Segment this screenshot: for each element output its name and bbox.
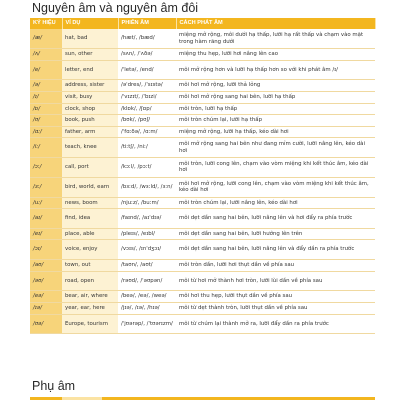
header-symbol: KÝ HIỆU: [30, 18, 62, 29]
table-row: [30, 314, 375, 334]
table-row: [30, 60, 375, 80]
table-row: [30, 240, 375, 260]
transcription-cell: /ˈfɑːðə/, /ɑːm/: [118, 126, 176, 138]
symbol-cell: /eɪ/: [30, 228, 62, 240]
transcription-cell: /rəʊd/, /ˈəʊpən/: [118, 271, 176, 291]
description-cell: môi tròn chúm lại, lưỡi hạ thấp: [176, 115, 375, 127]
table-row: [30, 158, 375, 178]
description-cell: môi tròn chúm lại, lưỡi nâng lên, kéo dài hơi: [176, 197, 375, 209]
example-cell: teach, knee: [62, 138, 118, 158]
table-row: [30, 80, 375, 92]
transcription-cell: /ˈjʊərəp/, /ˈtʊərɪzm/: [118, 314, 176, 334]
table-row: [30, 49, 375, 61]
description-cell: miệng mở rộng, môi dưới hạ thấp, lưỡi hạ rất thấp và chạm vào mặt trong hàm răng dưới: [176, 29, 375, 49]
description-cell: môi tròn, lưỡi hạ thấp: [176, 103, 375, 115]
transcription-cell: /bɜːd/, /wɜːld/, /ɜːn/: [118, 177, 176, 197]
table-row: [30, 177, 375, 197]
symbol-cell: /ɑː/: [30, 126, 62, 138]
transcription-cell: /hæt/, /bæd/: [118, 29, 176, 49]
symbol-cell: /ʊə/: [30, 314, 62, 334]
section2-title: Phụ âm: [32, 379, 76, 393]
symbol-cell: /ʌ/: [30, 49, 62, 61]
example-cell: father, arm: [62, 126, 118, 138]
table-row: [30, 209, 375, 229]
symbol-cell: /ɔɪ/: [30, 240, 62, 260]
description-cell: môi mở rộng hơn và lưỡi hạ thấp hơn so với khi phát âm /ɪ/: [176, 60, 375, 80]
description-cell: môi từ chúm lại thành mở ra, lưỡi đẩy dần ra phía trước: [176, 314, 375, 334]
vowel-table: [30, 18, 376, 334]
symbol-cell: /iː/: [30, 138, 62, 158]
symbol-cell: /ɒ/: [30, 103, 62, 115]
transcription-cell: /kɔːl/, /pɔːt/: [118, 158, 176, 178]
transcription-cell: /vɔɪs/, /ɪnˈdʒɔɪ/: [118, 240, 176, 260]
symbol-cell: /e/: [30, 60, 62, 80]
example-cell: Europe, tourism: [62, 314, 118, 334]
description-cell: môi từ hơi mở thành hơi tròn, lưỡi lùi dần về phía sau: [176, 271, 375, 291]
transcription-cell: /taʊn/, /aʊt/: [118, 260, 176, 272]
description-cell: môi hơi mở rộng sang hai bên, lưỡi hạ thấp: [176, 92, 375, 104]
description-cell: môi dẹt dần sang hai bên, lưỡi nâng lên và hơi đẩy ra phía trước: [176, 209, 375, 229]
transcription-cell: /əˈdres/, /ˈsɪstə/: [118, 80, 176, 92]
transcription-cell: /bʊk/, /pʊʃ/: [118, 115, 176, 127]
section-title: Nguyên âm và nguyên âm đôi: [32, 1, 199, 15]
symbol-cell: /ɔː/: [30, 158, 62, 178]
table-row: [30, 197, 375, 209]
description-cell: môi hơi mở rộng, lưỡi cong lên, chạm vào vòm miệng khi kết thúc âm, kéo dài hơi: [176, 177, 375, 197]
description-cell: môi tròn, lưỡi cong lên, chạm vào vòm miệng khi kết thúc âm, kéo dài hơi: [176, 158, 375, 178]
transcription-cell: /ˈletə/, /end/: [118, 60, 176, 80]
transcription-cell: /pleɪs/, /eɪbl/: [118, 228, 176, 240]
example-cell: find, idea: [62, 209, 118, 229]
symbol-cell: /ʊ/: [30, 115, 62, 127]
example-cell: bird, world, earn: [62, 177, 118, 197]
table-row: [30, 291, 375, 303]
description-cell: môi hơi mở rộng, lưỡi thả lỏng: [176, 80, 375, 92]
table-header-row: [30, 18, 375, 29]
transcription-cell: /beə/, /eə/, /weə/: [118, 291, 176, 303]
table-row: [30, 302, 375, 314]
table-row: [30, 103, 375, 115]
transcription-cell: /ˈvɪzɪt/, /ˈbɪzi/: [118, 92, 176, 104]
header-pronunciation: CÁCH PHÁT ÂM: [176, 18, 375, 29]
transcription-cell: /njuːz/, /buːm/: [118, 197, 176, 209]
description-cell: miệng thu hẹp, lưỡi hơi nâng lên cao: [176, 49, 375, 61]
table-row: [30, 228, 375, 240]
symbol-cell: /əʊ/: [30, 271, 62, 291]
example-cell: bear, air, where: [62, 291, 118, 303]
table-row: [30, 29, 375, 49]
example-cell: letter, end: [62, 60, 118, 80]
example-cell: address, sister: [62, 80, 118, 92]
description-cell: môi hơi thu hẹp, lưỡi thụt dần về phía sau: [176, 291, 375, 303]
example-cell: book, push: [62, 115, 118, 127]
description-cell: môi dẹt dần sang hai bên, lưỡi nâng lên và đẩy dần ra phía trước: [176, 240, 375, 260]
example-cell: clock, shop: [62, 103, 118, 115]
table-row: [30, 138, 375, 158]
table-row: [30, 92, 375, 104]
symbol-cell: /ə/: [30, 80, 62, 92]
example-cell: visit, busy: [62, 92, 118, 104]
description-cell: môi dẹt dần sang hai bên, lưỡi hướng lên trên: [176, 228, 375, 240]
symbol-cell: /ɜː/: [30, 177, 62, 197]
symbol-cell: /ɪə/: [30, 302, 62, 314]
description-cell: môi mở rộng sang hai bên như đang mỉm cười, lưỡi nâng lên, kéo dài hơi: [176, 138, 375, 158]
example-cell: sun, other: [62, 49, 118, 61]
table-body: [30, 29, 375, 334]
symbol-cell: /eə/: [30, 291, 62, 303]
header-example: VÍ DỤ: [62, 18, 118, 29]
description-cell: môi tròn dần, lưỡi hơi thụt dần về phía sau: [176, 260, 375, 272]
symbol-cell: /aʊ/: [30, 260, 62, 272]
example-cell: town, out: [62, 260, 118, 272]
header-transcription: PHIÊN ÂM: [118, 18, 176, 29]
transcription-cell: /sʌn/, /ˈʌðə/: [118, 49, 176, 61]
example-cell: place, able: [62, 228, 118, 240]
example-cell: hat, bad: [62, 29, 118, 49]
table-row: [30, 126, 375, 138]
transcription-cell: /jɪə/, /ɪə/, /hɪə/: [118, 302, 176, 314]
example-cell: news, boom: [62, 197, 118, 209]
symbol-cell: /aɪ/: [30, 209, 62, 229]
example-cell: call, port: [62, 158, 118, 178]
transcription-cell: /tiːtʃ/, /niː/: [118, 138, 176, 158]
description-cell: miệng mở rộng, lưỡi hạ thấp, kéo dài hơi: [176, 126, 375, 138]
symbol-cell: /uː/: [30, 197, 62, 209]
table-row: [30, 271, 375, 291]
description-cell: môi từ dẹt thành tròn, lưỡi thụt dần về phía sau: [176, 302, 375, 314]
vowel-table-container: [30, 18, 375, 334]
example-cell: road, open: [62, 271, 118, 291]
table-row: [30, 260, 375, 272]
symbol-cell: /æ/: [30, 29, 62, 49]
example-cell: year, ear, here: [62, 302, 118, 314]
example-cell: voice, enjoy: [62, 240, 118, 260]
symbol-cell: /ɪ/: [30, 92, 62, 104]
transcription-cell: /faɪnd/, /aɪˈdɪə/: [118, 209, 176, 229]
transcription-cell: /klɒk/, /ʃɒp/: [118, 103, 176, 115]
table-row: [30, 115, 375, 127]
